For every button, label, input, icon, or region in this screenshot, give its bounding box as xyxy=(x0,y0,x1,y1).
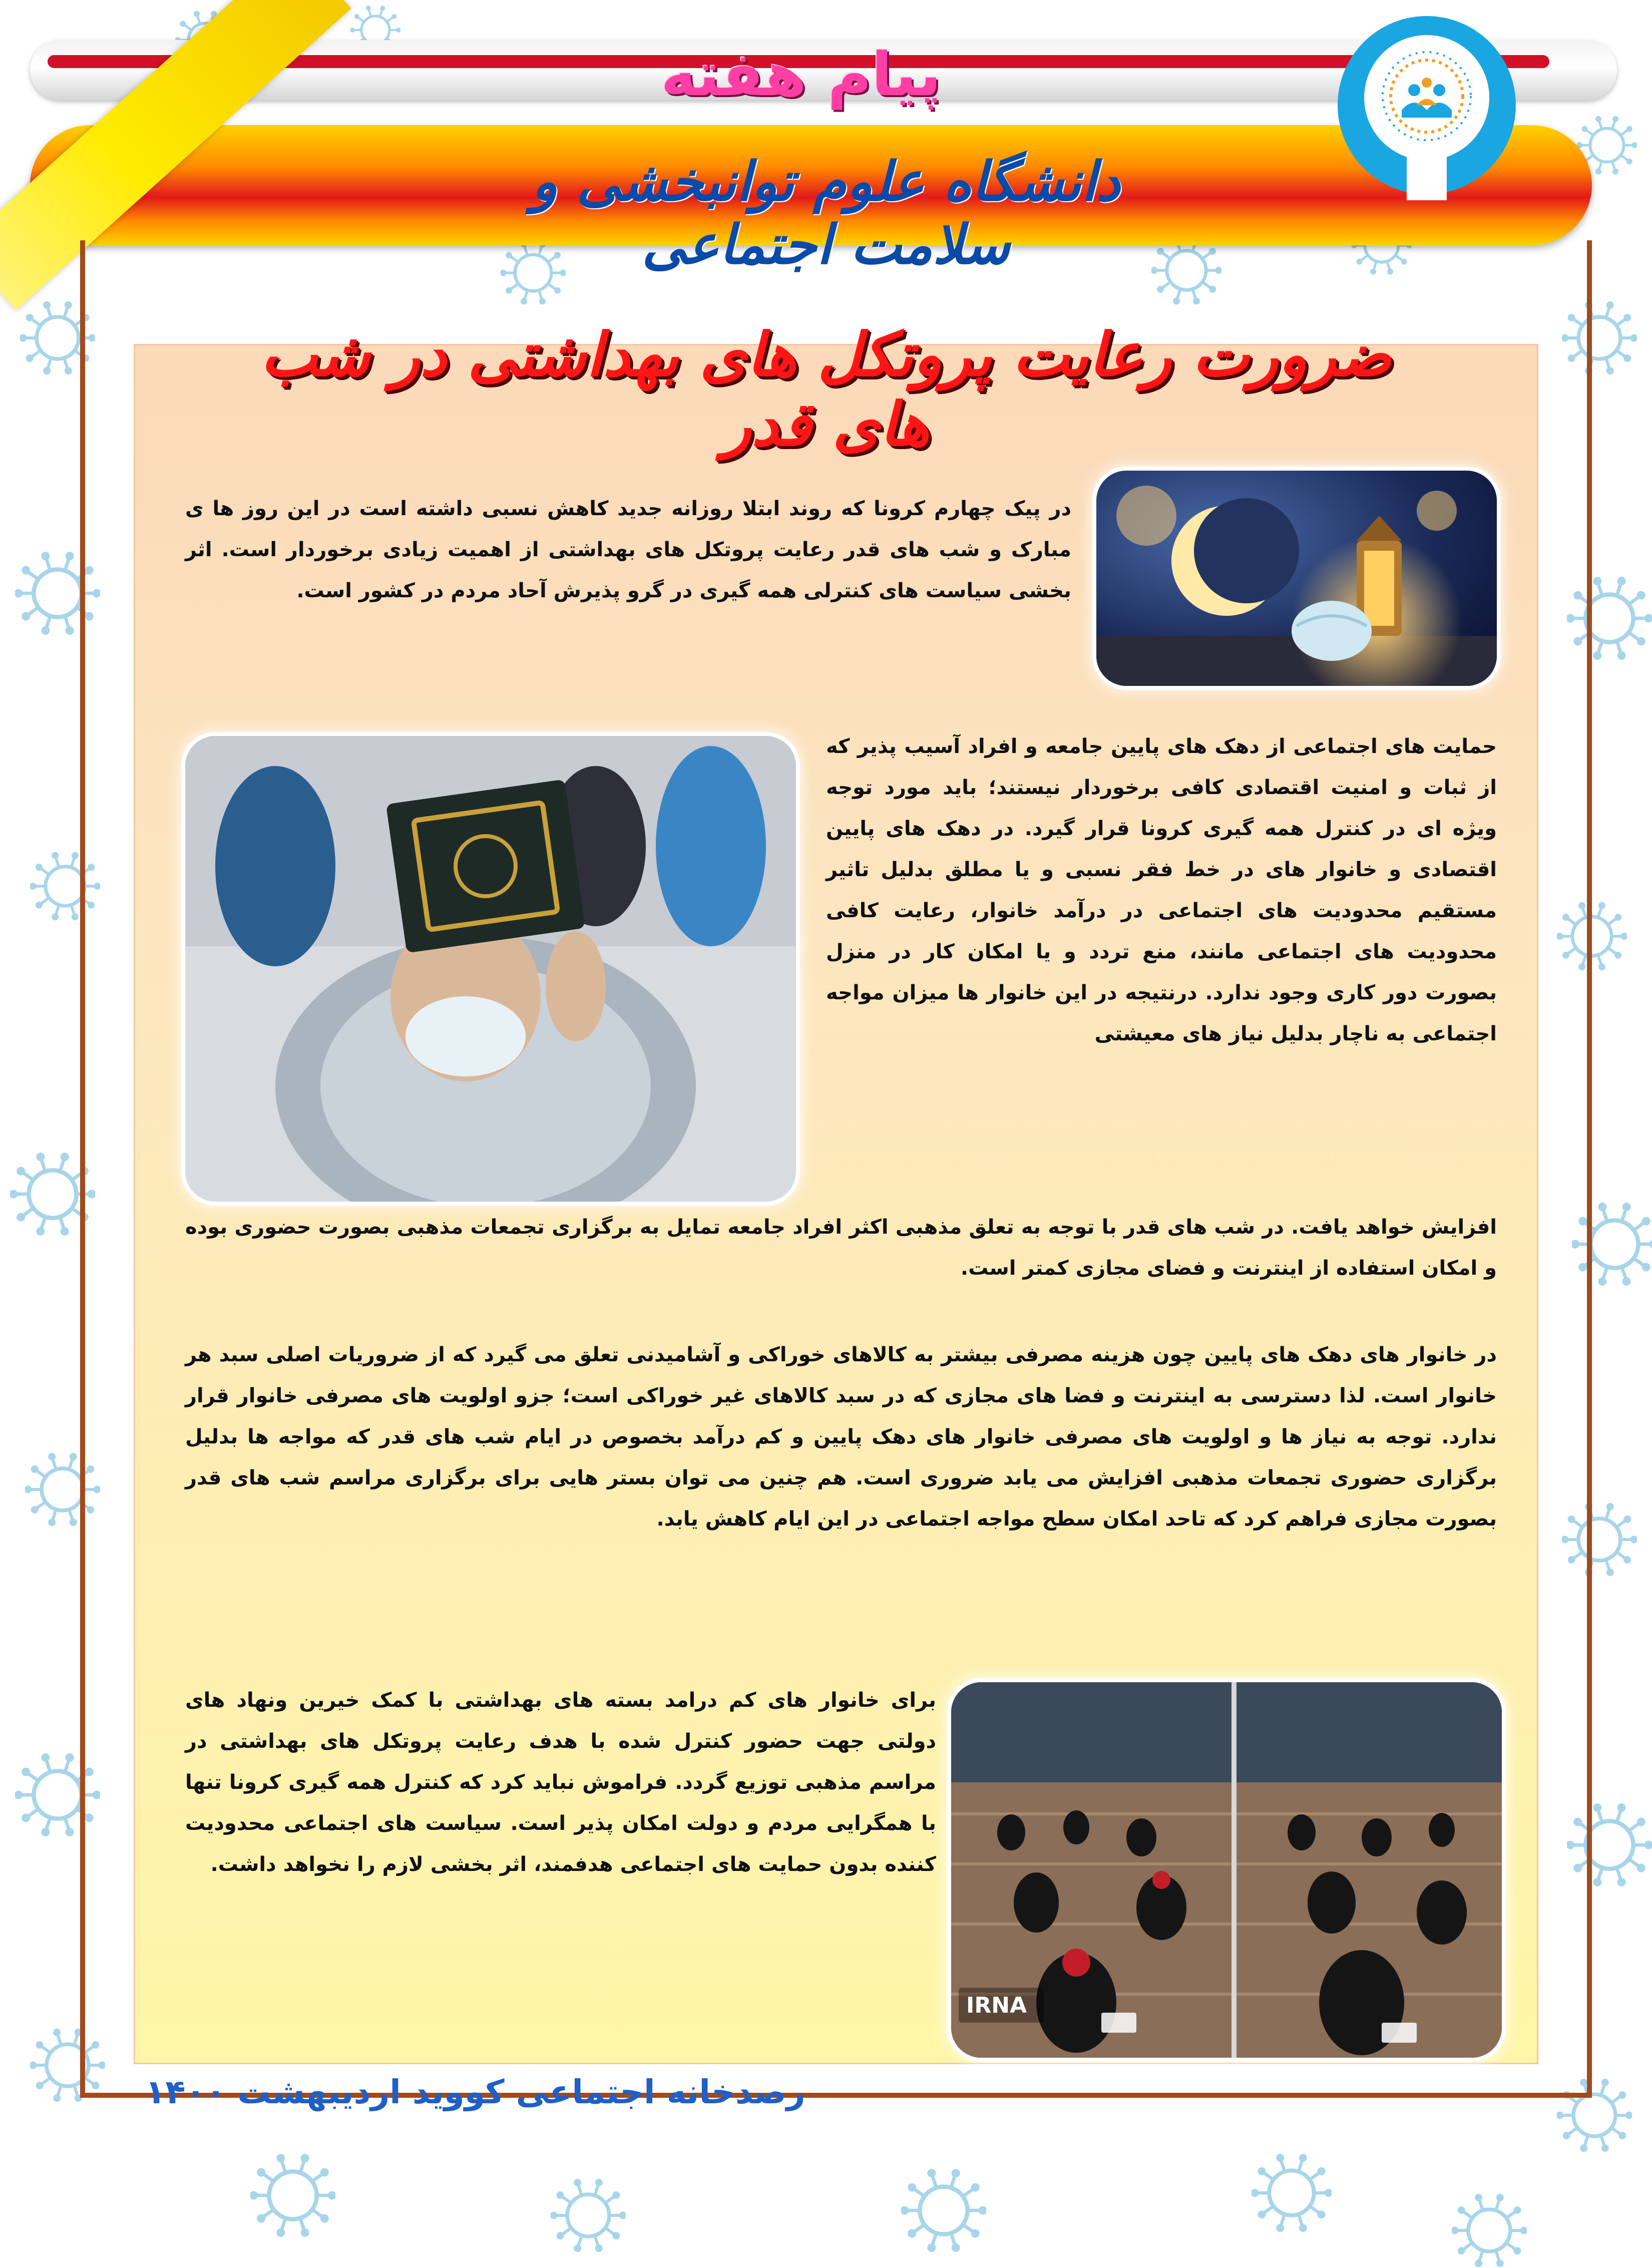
paragraph-1: در پیک چهارم کرونا که روند ابتلا روزانه جدید کاهش نسبی داشته است در این روز ها ی مبارک و شب های قدر رعایت پروتکل های بهداشتی از اهمیت زیادی برخوردار است. اثر بخشی سیاست های کنترلی همه گیری در گرو پذیرش آحاد مردم در کشور است. xyxy=(185,497,1071,602)
university-logo-icon xyxy=(1332,10,1522,200)
mosque-gathering-image xyxy=(951,1682,1502,2058)
footer-observatory-label: رصدخانه اجتماعی کووید اردیبهشت ۱۴۰۰ xyxy=(145,2073,805,2111)
week-message-title: پیام هفته xyxy=(660,40,942,110)
virus-icon xyxy=(1452,2193,1527,2268)
man-with-quran-on-head-image xyxy=(185,736,796,1202)
article-title: ضرورت رعایت پروتکل های بهداشتی در شب های قدر xyxy=(260,320,1392,460)
university-name: دانشگاه علوم توانبخشی و سلامت اجتماعی xyxy=(531,150,1121,276)
paragraph-5: برای خانوار های کم درامد بسته های بهداشتی با کمک خیرین ونهاد های دولتی جهت حضور کنترل شده با هدف رعایت پروتکل های بهداشتی در مراسم مذهبی توزیع گردد. فراموش نباید کرد که کنترل همه گیری کرونا تنها با همگرایی مردم و دولت امکان پذیر است. سیاست های اجتماعی محدودیت کننده بدون حمایت های اجتماعی هدفمند، اثر بخشی لازم را نخواهد داشت. xyxy=(185,1689,936,1876)
crescent-moon-lantern-mask-image xyxy=(1096,471,1497,686)
virus-icon xyxy=(551,2178,626,2253)
virus-icon xyxy=(901,2168,986,2253)
paragraph-2: حمایت های اجتماعی از دهک های پایین جامعه و افراد آسیب پذیر که از ثبات و امنیت اقتصادی کافی برخوردار نیستند؛ باید مورد توجه ویژه ای در کنترل همه گیری کرونا قرار گیرد. در دهک های پایین اقتصادی و خانوار های در خط فقر نسبی و یا مطلق بدلیل تاثیر مستقیم محدودیت های اجتماعی در درآمد خانوار، رعایت کافی محدودیت های اجتماعی مانند، منع تردد و یا امکان کار در منزل بصورت دور کاری وجود ندارد. درنتیجه در این خانوار ها میزان مواجه اجتماعی به ناچار بدلیل نیاز های معیشتی xyxy=(826,735,1497,1045)
virus-icon xyxy=(1252,2153,1332,2233)
paragraph-3: افزایش خواهد یافت. در شب های قدر با توجه به تعلق مذهبی اکثر افراد جامعه تمایل به برگزاری تجمعات مذهبی بصورت حضوری بوده و امکان استفاده از اینترنت و فضای مجازی کمتر است. xyxy=(185,1216,1497,1280)
paragraph-4: در خانوار های دهک های پایین چون هزینه مصرفی بیشتر به کالاهای خوراکی و آشامیدنی تعلق می گیرد که از ضروریات اصلی سبد هر خانوار است. لذا دسترسی به اینترنت و فضا های مجازی که در سبد کالاهای غیر خوراکی است؛ جزو اولویت های مصرفی خانوار قرار ندارد. توجه به نیاز ها و اولویت های مصرفی خانوار های دهک پایین و کم درآمد بخصوص در ایام شب های قدر که مواجه ها بدلیل برگزاری حضوری تجمعات مذهبی افزایش می یابد ضروری است. هم چنین می توان بستر هایی برای برگزاری مراسم شب های قدر بصورت مجازی فراهم کرد که تاحد امکان سطح مواجه اجتماعی در این ایام کاهش یابد. xyxy=(185,1343,1497,1531)
irna-watermark: IRNA xyxy=(966,1993,1027,2018)
virus-icon xyxy=(250,2153,335,2238)
